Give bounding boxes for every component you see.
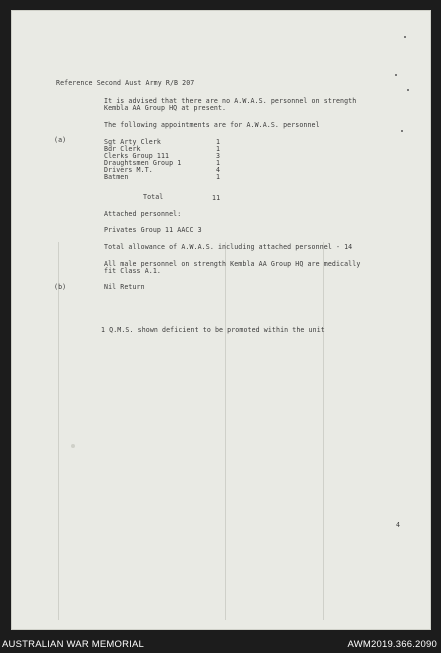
medical-line-1: All male personnel on strength Kembla AA Group HQ are medically xyxy=(104,260,361,268)
section-b-marker: (b) xyxy=(54,283,67,291)
section-a-marker: (a) xyxy=(54,136,67,144)
appointment-role: Draughtsmen Group 1 xyxy=(104,159,182,167)
intro-line-1: It is advised that there are no A.W.A.S. personnel on strength xyxy=(104,97,357,105)
footer-institution: AUSTRALIAN WAR MEMORIAL xyxy=(2,639,145,650)
allowance-line: Total allowance of A.W.A.S. including attached personnel - 14 xyxy=(104,243,353,251)
punch-hole xyxy=(71,444,75,448)
appointment-role: Clerks Group 111 xyxy=(104,152,170,160)
ink-speck xyxy=(395,74,397,76)
footer-accession-number: AWM2019.366.2090 xyxy=(347,639,437,650)
appointment-role: Sgt Arty Clerk xyxy=(104,138,161,146)
appointment-count: 1 xyxy=(216,159,221,167)
ink-speck xyxy=(407,89,409,91)
ink-speck xyxy=(401,130,403,132)
ruled-column-line xyxy=(323,242,324,620)
qms-note: 1 Q.M.S. shown deficient to be promoted within the unit xyxy=(101,326,325,334)
appointment-count: 1 xyxy=(216,173,221,181)
appointment-count: 1 xyxy=(216,138,221,146)
total-value: 11 xyxy=(212,194,221,202)
appointments-heading: The following appointments are for A.W.A.S. personnel xyxy=(104,121,320,129)
attached-heading: Attached personnel: xyxy=(104,210,182,218)
appointment-count: 3 xyxy=(216,152,221,160)
ruled-column-line xyxy=(225,242,226,620)
appointment-role: Bdr Clerk xyxy=(104,145,141,153)
ruled-column-line xyxy=(58,242,59,620)
page-number: 4 xyxy=(396,521,401,529)
appointment-count: 4 xyxy=(216,166,221,174)
medical-line-2: fit Class A.1. xyxy=(104,267,161,275)
total-label: Total xyxy=(143,193,164,201)
ink-speck xyxy=(404,36,406,38)
attached-line: Privates Group 11 AACC 3 xyxy=(104,226,202,234)
nil-return: Nil Return xyxy=(104,283,145,291)
intro-line-2: Kembla AA Group HQ at present. xyxy=(104,104,227,112)
document-page xyxy=(11,10,431,630)
appointment-count: 1 xyxy=(216,145,221,153)
reference-line: Reference Second Aust Army R/B 207 xyxy=(56,79,195,87)
appointment-role: Batmen xyxy=(104,173,129,181)
appointment-role: Drivers M.T. xyxy=(104,166,153,174)
